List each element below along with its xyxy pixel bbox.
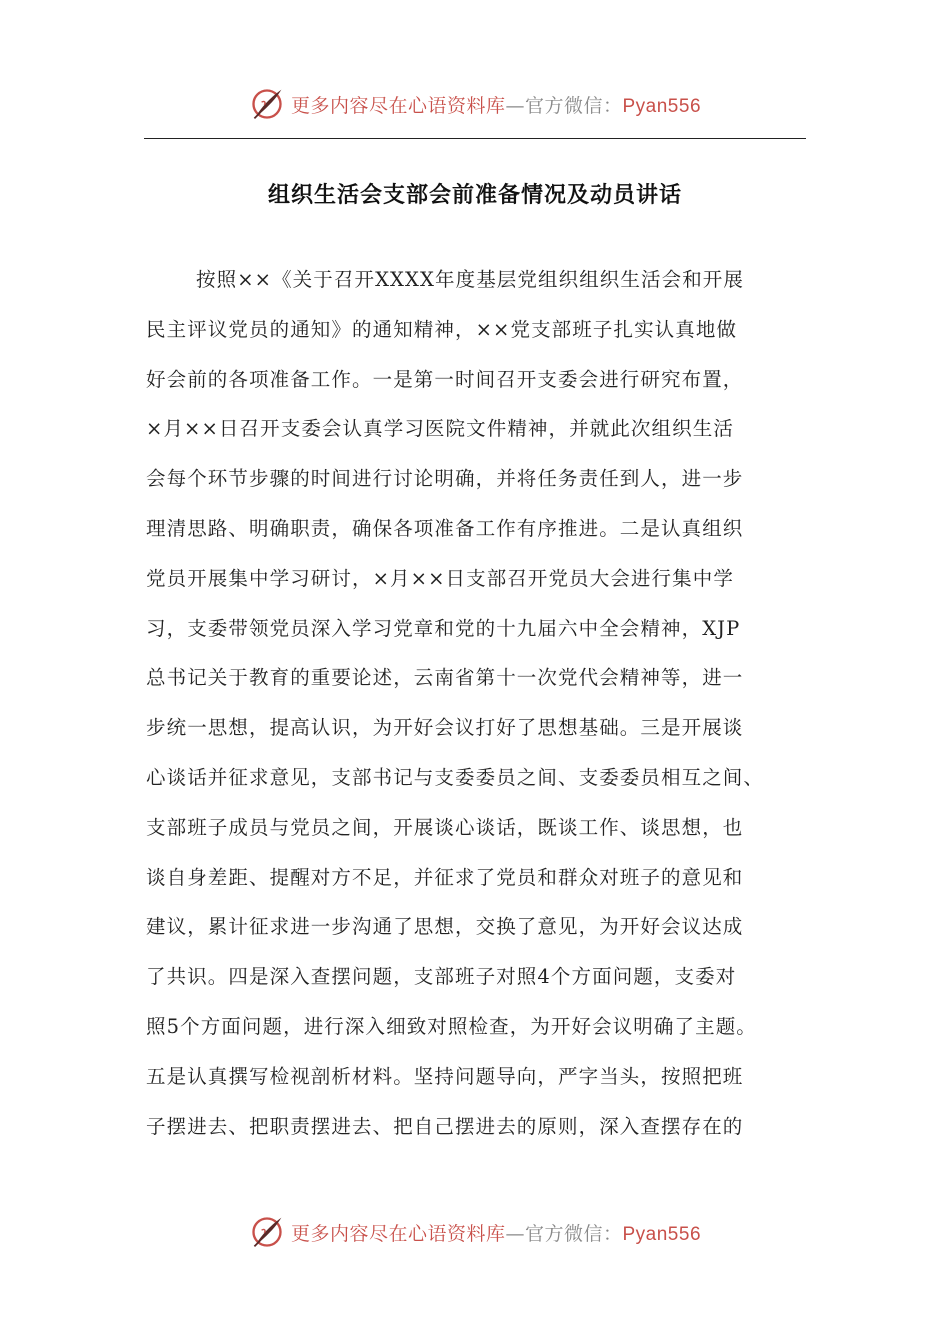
banner-site-name: 更多内容尽在心语资料库: [290, 94, 506, 117]
body-line: 步统一思想，提高认识，为开好会议打好了思想基础。三是开展谈: [146, 716, 744, 740]
body-line: 谈自身差距、提醒对方不足，并征求了党员和群众对班子的意见和: [146, 865, 744, 889]
body-line: 五是认真撰写检视剖析材料。坚持问题导向，严字当头，按照把班: [146, 1064, 744, 1088]
header-banner-text: [291, 91, 701, 118]
body-line: 会每个环节步骤的时间进行讨论明确，并将任务责任到人，进一步: [146, 467, 744, 491]
body-line: 习，支委带领党员深入学习党章和党的十九届六中全会精神，XJP: [146, 616, 741, 640]
body-line: 了共识。四是深入查摆问题，支部班子对照4个方面问题，支委对: [146, 965, 737, 989]
banner-wechat-id: Pyan556: [622, 95, 702, 117]
header-banner: [0, 84, 950, 124]
banner-separator: —官方微信：: [505, 1222, 623, 1245]
body-line: 理清思路、明确职责，确保各项准备工作有序推进。二是认真组织: [146, 516, 744, 540]
body-line: 建议，累计征求进一步沟通了思想，交换了意见，为开好会议达成: [146, 915, 744, 939]
body-line: 按照××《关于召开XXXX年度基层党组织组织生活会和开展: [196, 268, 745, 291]
body-line: 子摆进去、把职责摆进去、把自己摆进去的原则，深入查摆存在的: [146, 1114, 744, 1138]
banner-wechat-id: Pyan556: [622, 1223, 702, 1245]
quill-pen-logo-icon: [249, 1214, 285, 1250]
document-body: [146, 255, 808, 1151]
body-line: 心谈话并征求意见，支部书记与支委委员之间、支委委员相互之间、: [146, 765, 765, 789]
body-line: ×月××日召开支委会认真学习医院文件精神，并就此次组织生活: [146, 417, 734, 441]
body-line: 党员开展集中学习研讨，×月××日支部召开党员大会进行集中学: [146, 566, 734, 590]
footer-banner-text: [291, 1219, 701, 1246]
body-line: 民主评议党员的通知》的通知精神，××党支部班子扎实认真地做: [146, 317, 738, 341]
footer-banner-inner: [249, 1214, 701, 1250]
body-line: 照5个方面问题，进行深入细致对照检查，为开好会议明确了主题。: [146, 1014, 757, 1038]
body-line: 好会前的各项准备工作。一是第一时间召开支委会进行研究布置，: [146, 367, 744, 391]
header-divider: [144, 138, 806, 139]
body-line: 支部班子成员与党员之间，开展谈心谈话，既谈工作、谈思想，也: [146, 815, 744, 839]
body-line: 总书记关于教育的重要论述，云南省第十一次党代会精神等，进一: [146, 666, 744, 690]
document-title: 组织生活会支部会前准备情况及动员讲话: [267, 183, 682, 208]
banner-separator: —官方微信：: [505, 94, 623, 117]
header-banner-inner: [249, 86, 701, 122]
quill-pen-logo-icon: [249, 86, 285, 122]
banner-site-name: 更多内容尽在心语资料库: [290, 1222, 506, 1245]
footer-banner: [0, 1212, 950, 1252]
